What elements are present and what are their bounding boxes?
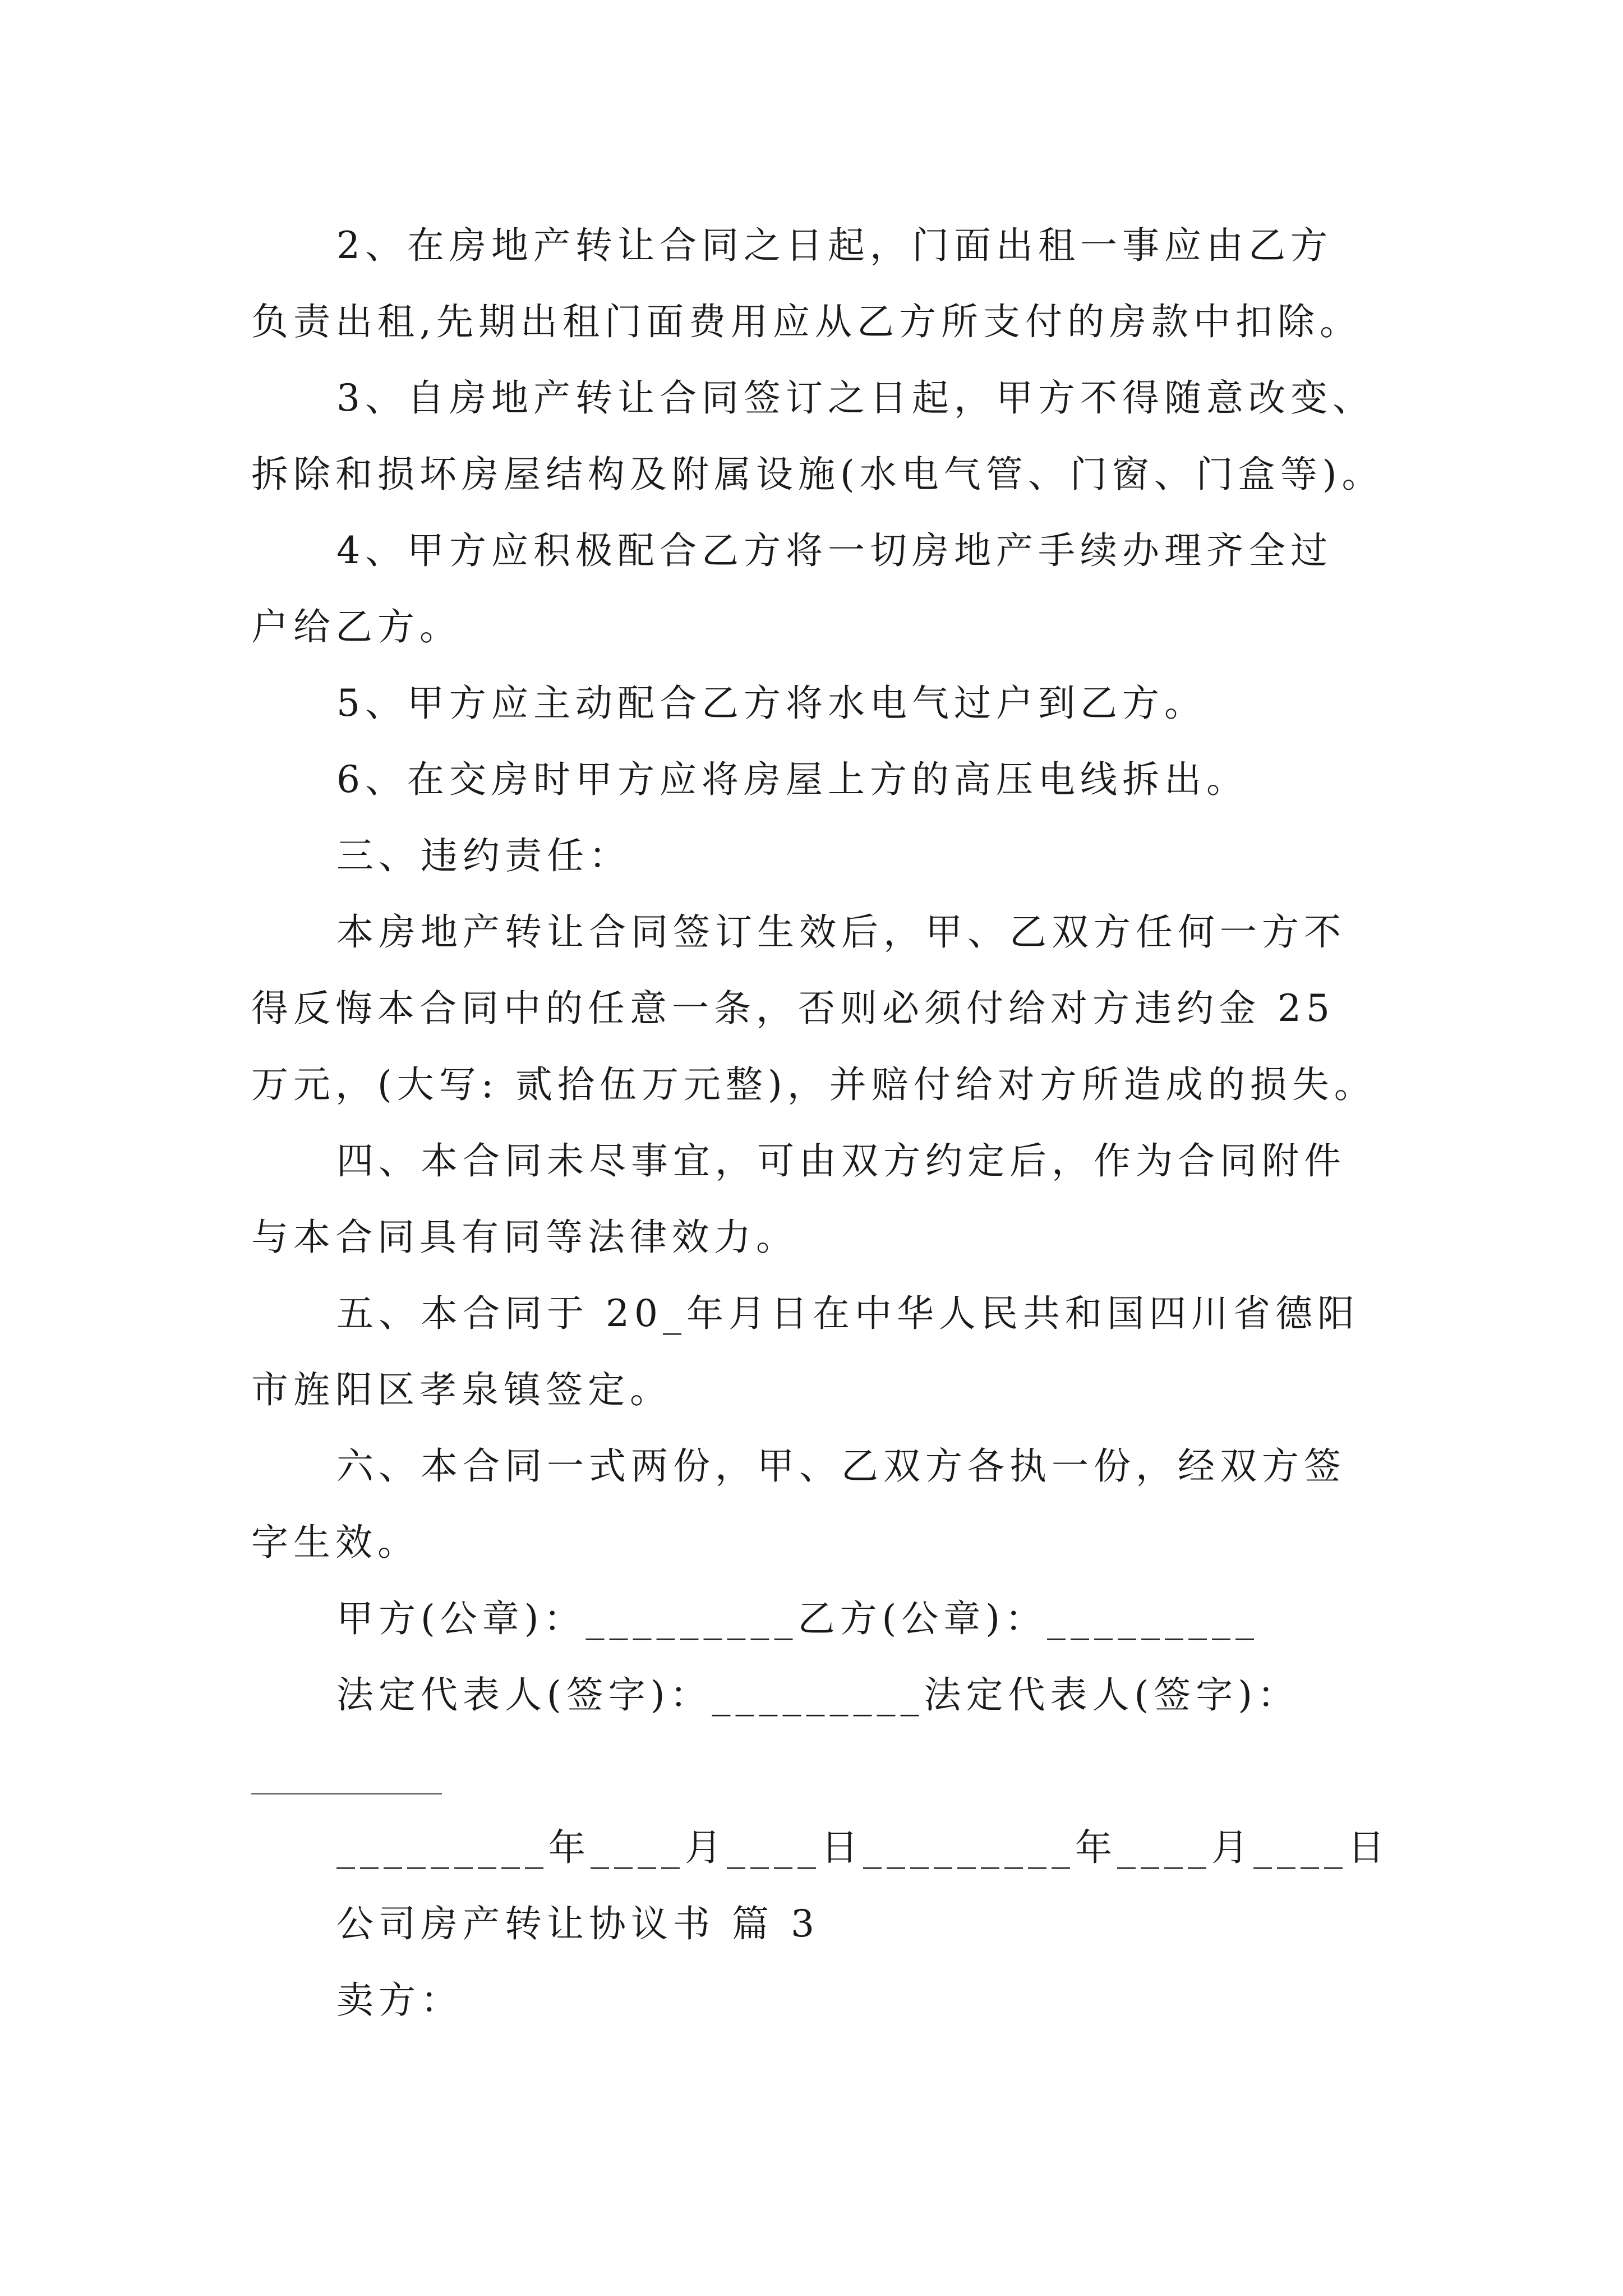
section-heading: 三、违约责任： xyxy=(336,834,631,877)
paragraph-line: 万元，(大写: 贰拾伍万元整)，并赔付给对方所造成的损失。 xyxy=(251,1063,1376,1106)
signature-blank-rule xyxy=(251,1793,442,1795)
signature-line-company-seal: 甲方(公章)：_________乙方(公章)：_________ xyxy=(336,1597,1259,1640)
paragraph-line: 五、本合同于 20_年月日在中华人民共和国四川省德阳 xyxy=(336,1292,1359,1335)
paragraph-line: 拆除和损坏房屋结构及附属设施(水电气管、门窗、门盒等)。 xyxy=(251,453,1384,496)
seller-label: 卖方： xyxy=(336,1978,463,2022)
paragraph-line: 得反悔本合同中的任意一条，否则必须付给对方违约金 25 xyxy=(251,987,1335,1030)
section-title: 公司房产转让协议书 篇 3 xyxy=(336,1902,819,1945)
paragraph-line: 市旌阳区孝泉镇签定。 xyxy=(251,1368,672,1411)
paragraph-line: 4、甲方应积极配合乙方将一切房地产手续办理齐全过 xyxy=(336,529,1332,572)
paragraph-line: 3、自房地产转让合同签订之日起，甲方不得随意改变、 xyxy=(336,376,1375,420)
paragraph-line: 六、本合同一式两份，甲、乙双方各执一份，经双方签 xyxy=(336,1444,1346,1488)
paragraph-line: 字生效。 xyxy=(251,1521,419,1564)
paragraph-line: 四、本合同未尽事宜，可由双方约定后，作为合同附件 xyxy=(336,1139,1346,1182)
paragraph-line: 负责出租,先期出租门面费用应从乙方所支付的房款中扣除。 xyxy=(251,300,1362,343)
paragraph-line: 5、甲方应主动配合乙方将水电气过户到乙方。 xyxy=(336,682,1206,725)
signature-line-legal-representative: 法定代表人(签字)：_________法定代表人(签字)： xyxy=(336,1673,1299,1717)
paragraph-line: 2、在房地产转让合同之日起，门面出租一事应由乙方 xyxy=(336,224,1332,267)
paragraph-line: 户给乙方。 xyxy=(251,605,462,648)
date-line: _________年____月____日_________年____月____日 xyxy=(336,1826,1390,1869)
paragraph-line: 6、在交房时甲方应将房屋上方的高压电线拆出。 xyxy=(336,758,1248,801)
paragraph-line: 与本合同具有同等法律效力。 xyxy=(251,1216,798,1259)
paragraph-line: 本房地产转让合同签订生效后，甲、乙双方任何一方不 xyxy=(336,910,1346,954)
